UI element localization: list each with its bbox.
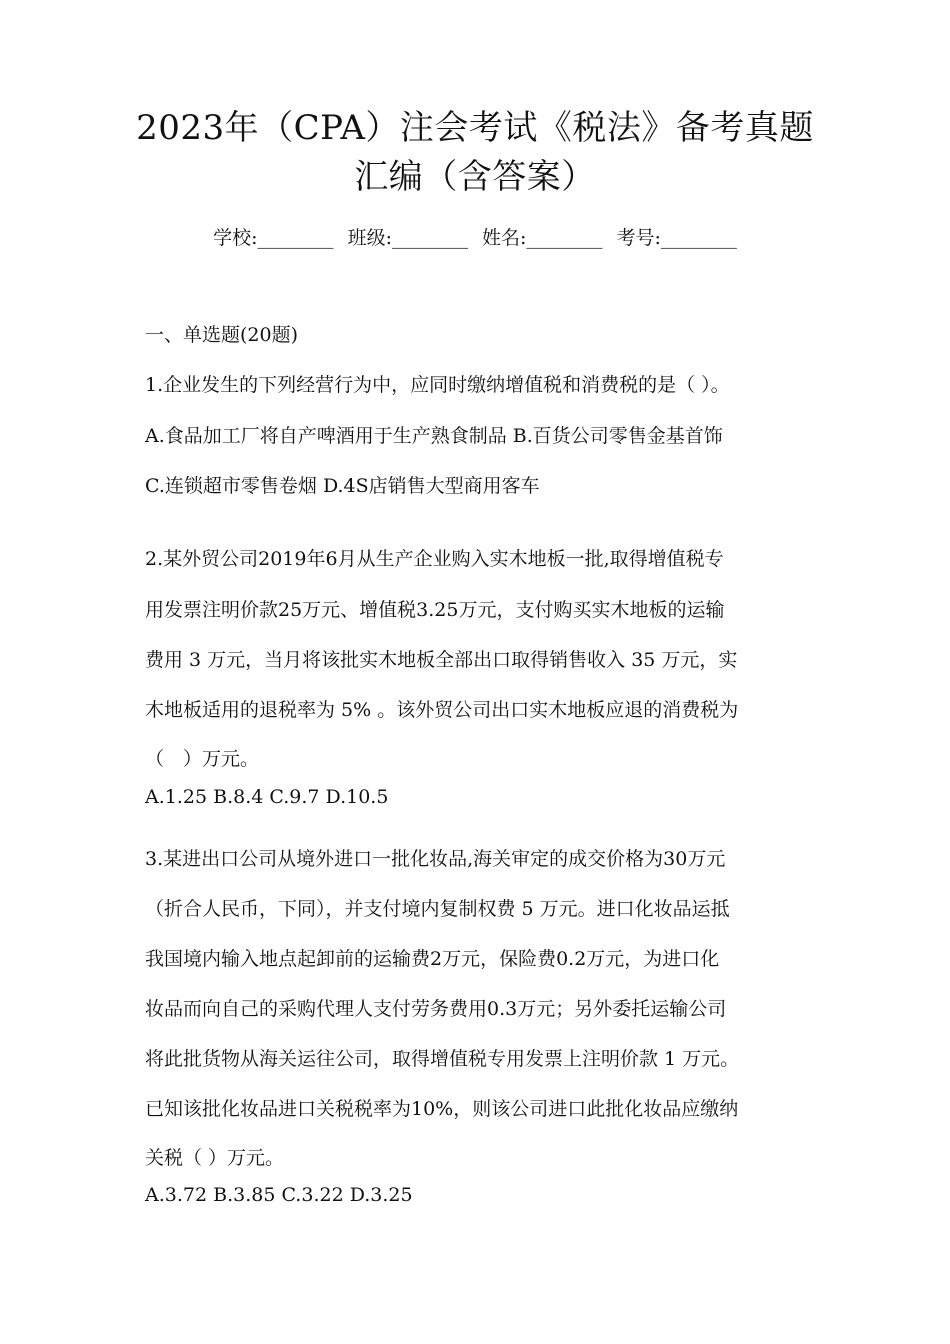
question-3-line-7: 关税（ ）万元。 <box>145 1147 285 1169</box>
section-heading: 一、单选题(20题) <box>145 324 299 346</box>
document-title-line-1: 2023年（CPA）注会考试《税法》备考真题 <box>136 108 814 148</box>
question-3-line-4: 妆品而向自己的采购代理人支付劳务费用0.3万元；另外委托运输公司 <box>145 998 727 1020</box>
question-3-line-1: 3.某进出口公司从境外进口一批化妆品,海关审定的成交价格为30万元 <box>145 848 726 870</box>
question-2-line-4: 木地板适用的退税率为 5% 。该外贸公司出口实木地板应退的消费税为 <box>145 699 739 721</box>
class-field: 班级:________ <box>347 227 468 249</box>
question-3-line-6: 已知该批化妆品进口关税税率为10%，则该公司进口此批化妆品应缴纳 <box>145 1098 739 1120</box>
question-3-line-2: （折合人民币，下同），并支付境内复制权费 5 万元。进口化妆品运抵 <box>145 898 730 920</box>
question-1-options-line-1: A.食品加工厂将自产啤酒用于生产熟食制品 B.百货公司零售金基首饰 <box>145 425 723 447</box>
question-3-options: A.3.72 B.3.85 C.3.22 D.3.25 <box>145 1184 413 1206</box>
question-2-line-2: 用发票注明价款25万元、增值税3.25万元，支付购买实木地板的运输 <box>145 599 725 621</box>
question-1-stem: 1.企业发生的下列经营行为中，应同时缴纳增值税和消费税的是（ ）。 <box>145 374 730 396</box>
question-2-line-5: （ ）万元。 <box>145 748 260 770</box>
question-3-line-3: 我国境内输入地点起卸前的运输费2万元，保险费0.2万元，为进口化 <box>145 948 720 970</box>
school-field: 学校:________ <box>213 227 334 249</box>
document-title-line-2: 汇编（含答案） <box>354 157 596 197</box>
exam-number-field: 考号:________ <box>616 227 737 249</box>
student-info-row <box>0 225 950 251</box>
question-2-line-3: 费用 3 万元，当月将该批实木地板全部出口取得销售收入 35 万元，实 <box>145 649 738 671</box>
name-field: 姓名:________ <box>482 227 603 249</box>
question-2-options: A.1.25 B.8.4 C.9.7 D.10.5 <box>145 786 389 808</box>
question-3-line-5: 将此批货物从海关运往公司，取得增值税专用发票上注明价款 1 万元。 <box>145 1048 740 1070</box>
question-1-options-line-2: C.连锁超市零售卷烟 D.4S店销售大型商用客车 <box>145 475 540 497</box>
question-2-line-1: 2.某外贸公司2019年6月从生产企业购入实木地板一批,取得增值税专 <box>145 548 724 570</box>
